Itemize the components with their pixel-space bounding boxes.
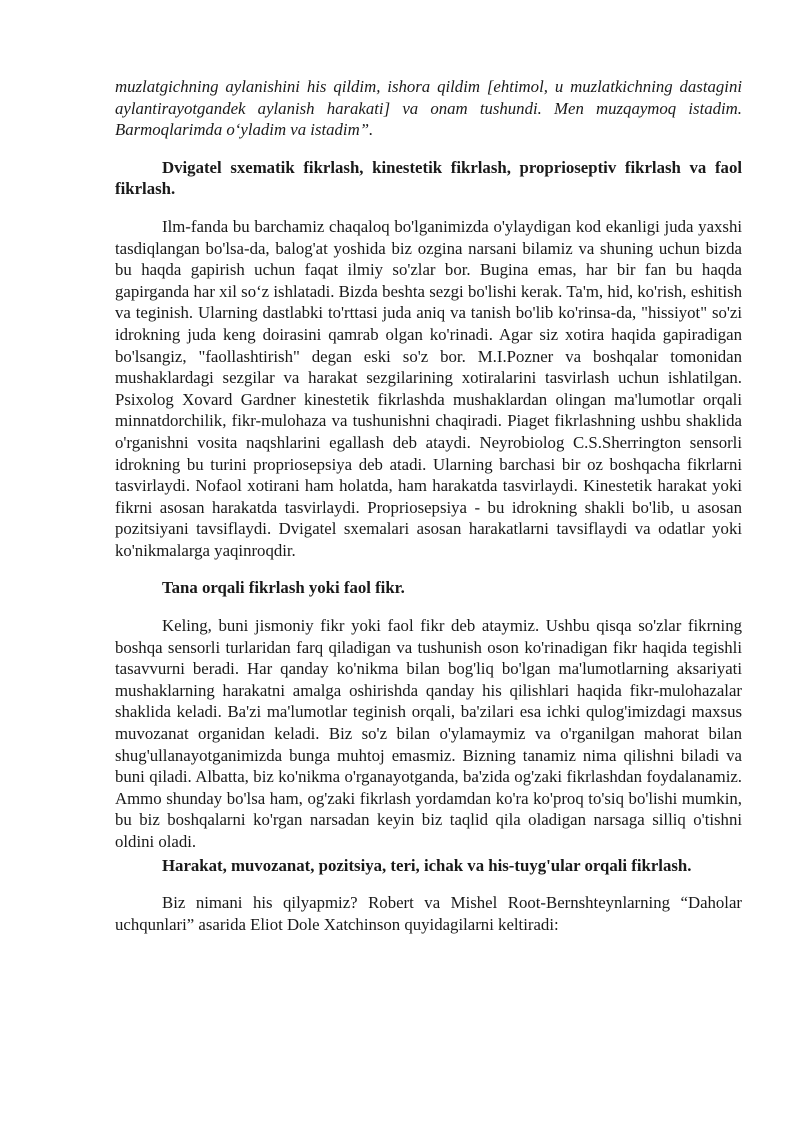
section-heading-body-thinking: Tana orqali fikrlash yoki faol fikr. [162,578,405,598]
section-heading-motor-thinking: Dvigatel sxematik fikrlash, kinestetik fikrlash, proprioseptiv fikrlash va faol fikrlash. [115,157,742,199]
section-heading-feeling-thinking: Harakat, muvozanat, pozitsiya, teri, ichak va his-tuyg'ular orqali fikrlash. [162,855,692,875]
document-page [115,76,742,935]
paragraph-feeling-thinking: Biz nimani his qilyapmiz? Robert va Mishel Root-Bernshteynlarning “Daholar uchqunlari” asarida Eliot Dole Xatchinson quyidagilarni keltiradi: [115,893,742,934]
paragraph-motor-thinking: Ilm-fanda bu barchamiz chaqaloq bo'lganimizda o'ylaydigan kod ekanligi juda yaxshi tasdiqlangan bo'lsa-da, balog'at yoshida biz ozgina narsani bilamiz va shuning uchun bizda bu haqda gapirish uchun faqat ilmiy so'zlar bor. Bugina emas, har bir fan bu haqda gapirganda har xil so‘z ishlatadi. Bizda beshta sezgi bo'lishi kerak. Ta'm, hid, ko'rish, eshitish va teginish. Ularning dastlabki to'rttasi juda aniq va tanish bo'lib ko'rinsa-da, "hissiyot" so'zi idrokning juda keng doirasini qamrab olgan ko'rinadi. Agar siz xotira haqida gapiradigan bo'lsangiz, "faollashtirish" degan eski so'z bor. M.I.Pozner va boshqalar tomonidan mushaklardagi sezgilar va harakat sezgilarining xotiralarini tasvirlash uchun ishlatilgan. Psixolog Xovard Gardner kinestetik fikrlashda mushaklardan olingan ma'lumotlar orqali minnatdorchilik, fikr-mulohaza va tushunishni chaqiradi. Piaget fikrlashning ushbu shaklida o'rganishni vosita naqshlarini egallash deb ataydi. Neyrobiolog C.S.Sherrington sensorli idrokning bu turini propriosepsiya deb atadi. Ularning barchasi bir oz boshqacha fikrlarni tasvirlaydi. Nofaol xotirani ham holatda, ham harakatda tasvirlaydi. Kinestetik harakat yoki fikrni asosan harakatda tasvirlaydi. Propriosepsiya - bu idrokning shakli bo'lib, u asosan pozitsiyani tavsiflaydi. Dvigatel sxemalari asosan harakatlarni tavsiflaydi va odatlar yoki ko'nikmalarga yaqinroqdir. [115,216,742,560]
paragraph-body-thinking: Keling, buni jismoniy fikr yoki faol fikr deb ataymiz. Ushbu qisqa so'zlar fikrning boshqa sensorli turlaridan farq qiladigan va tushunish oson ko'rinadigan fikr haqida tegishli tasavvurni beradi. Har qanday ko'nikma bilan bog'liq bo'lgan ma'lumotlarning aksariyati mushaklarning harakatni amalga oshirishda qanday his qilishlari haqida fikr-mulohazalar shaklida keladi. Ba'zi ma'lumotlar teginish orqali, ba'zilari esa ichki qulog'imizdagi maxsus muvozanat organidan keladi. Biz so'z bilan o'ylamaymiz va o'rganilgan mahorat bilan shug'ullanayotganimizda bunga muhtoj emasmiz. Bizning tanamiz nima qilishni biladi va buni qiladi. Albatta, biz ko'nikma o'rganayotganda, ba'zida og'zaki fikrlashdan foydalanamiz. Ammo shunday bo'lsa ham, og'zaki fikrlash yordamdan ko'ra ko'proq to'siq bo'lishi mumkin, bu biz boshqalarni ko'rgan narsadan keyin biz taqlid qila oladigan narsaga silliq o'tishni oldini oladi. [115,616,742,851]
intro-quote: muzlatgichning aylanishini his qildim, ishora qildim [ehtimol, u muzlatkichning dastagini aylantirayotgandek aylanish harakati] va onam tushundi. Men muzqaymoq istadim. Barmoqlarimda o‘yladim va istadim”. [115,77,742,140]
